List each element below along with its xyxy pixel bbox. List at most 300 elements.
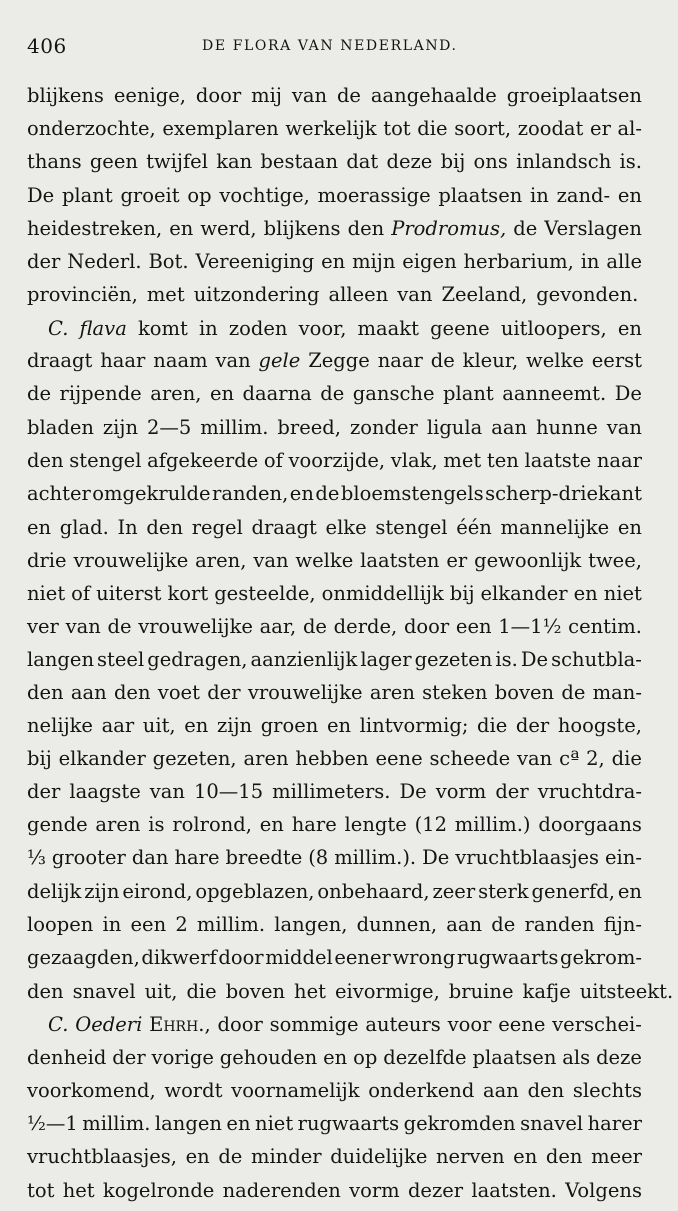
word: elkander [480, 582, 568, 605]
word: voorzijde, [288, 449, 386, 472]
word: aan [446, 913, 483, 936]
word: gezaagden, [27, 946, 140, 969]
word: De [27, 184, 55, 207]
word: van [215, 349, 251, 372]
word: naam [153, 349, 208, 372]
word: steel [97, 648, 145, 671]
word: en [209, 382, 235, 405]
running-title: DE FLORA VAN NEDERLAND. [202, 38, 458, 54]
word: bruine [448, 980, 514, 1003]
text-line [27, 349, 642, 381]
text-line [27, 449, 642, 481]
word: vorm [435, 780, 487, 803]
word: Bot. [148, 250, 189, 273]
word: bestaan [260, 150, 339, 173]
word: niet [27, 582, 66, 605]
word: twee, [588, 549, 642, 572]
word: haar [100, 349, 146, 372]
word: kleur, [462, 349, 519, 372]
word: plant [442, 382, 494, 405]
word: doorgaans [538, 813, 642, 836]
word: millim.) [454, 813, 531, 836]
text-line [27, 117, 642, 149]
word: kogelronde [102, 1179, 215, 1202]
word: eivormige, [334, 980, 440, 1003]
word: Nederl. [67, 250, 142, 273]
word: werkelijk [285, 117, 377, 140]
word: eener [334, 946, 391, 969]
word: vruchtblaasjes, [27, 1145, 177, 1168]
word: hare [174, 846, 220, 869]
word: minder [250, 1145, 322, 1168]
word: dezelfde [383, 1046, 467, 1069]
word: gesteelde, [214, 582, 316, 605]
word: al- [617, 117, 642, 140]
word: der [495, 780, 529, 803]
word: millim. [82, 1112, 151, 1135]
text-line [27, 648, 642, 680]
word: gansche [352, 382, 435, 405]
word: en [617, 880, 642, 903]
word: langen, [274, 913, 348, 936]
word: der [515, 714, 550, 737]
word: generfd, [531, 880, 615, 903]
word: 2 [175, 913, 188, 936]
text-line [27, 184, 642, 216]
word: van [291, 84, 328, 107]
word: en [321, 250, 346, 273]
word: in [580, 250, 600, 273]
word: der [112, 1046, 146, 1069]
word: de [107, 615, 132, 638]
word: aar, [259, 615, 297, 638]
word: ligula [426, 416, 483, 439]
word: der [27, 780, 61, 803]
word: thans [27, 150, 82, 173]
word: eigen [402, 250, 457, 273]
word: vruchtdra- [537, 780, 642, 803]
word: de [218, 1145, 243, 1168]
word: vlak, [390, 449, 438, 472]
word: aren, [195, 549, 247, 572]
word: cª [559, 747, 580, 770]
word: vochtige, [219, 184, 310, 207]
word: moerassige [317, 184, 431, 207]
word: Prodromus, [391, 217, 507, 240]
word: en [617, 184, 642, 207]
word: aan [483, 1079, 519, 1102]
word: herbarium, [463, 250, 574, 273]
word: de [320, 382, 345, 405]
word: of [71, 582, 91, 605]
word: ½—1 [27, 1112, 78, 1135]
word: breedte [225, 846, 303, 869]
text-line [27, 283, 642, 315]
word: grooter [51, 846, 126, 869]
word: vrouwelijke [138, 615, 253, 638]
text-line [48, 317, 642, 349]
word: man- [592, 681, 642, 704]
word: is [148, 813, 165, 836]
word: voornamelijk [231, 1079, 360, 1102]
word: Zeeland, [441, 283, 528, 306]
word: steken [422, 681, 488, 704]
word: naar [377, 349, 423, 372]
word: en [226, 1112, 251, 1135]
word: den [527, 1079, 565, 1102]
text-line [27, 382, 642, 414]
word: scheede [429, 747, 511, 770]
word: geen [89, 150, 138, 173]
word: en [617, 317, 642, 340]
text-line [27, 1112, 642, 1144]
word: gezeten [414, 648, 493, 671]
word: millim.). [334, 846, 417, 869]
text-line [27, 980, 674, 1012]
word: In [117, 516, 138, 539]
word: vrouwelijke [247, 681, 363, 704]
text-line [27, 880, 642, 912]
word: (12 [414, 813, 447, 836]
text-line [27, 913, 642, 945]
word: rugwaarts [297, 1112, 400, 1135]
word: en [27, 516, 52, 539]
word: gende [27, 813, 88, 836]
word: fijn- [603, 913, 642, 936]
word: Zegge [308, 349, 370, 372]
word: dikwerf [141, 946, 217, 969]
word: gezeten, [152, 747, 237, 770]
word: Vereeniging [195, 250, 315, 273]
word: en [617, 516, 642, 539]
word: opgeblazen, [195, 880, 315, 903]
word: aan [70, 681, 107, 704]
word: dat [346, 150, 379, 173]
word: aanzienlijk [250, 648, 358, 671]
word: De [520, 648, 549, 671]
page-header [27, 34, 647, 58]
word: zoodat [517, 117, 584, 140]
word: bij [27, 747, 52, 770]
word: eerst [591, 349, 642, 372]
word: provinciën, [27, 283, 138, 306]
text-line [27, 217, 642, 249]
word: is. [495, 648, 518, 671]
word: stengel [69, 449, 142, 472]
word: bij [440, 150, 466, 173]
word: en [513, 1145, 538, 1168]
word: snavel [520, 1112, 584, 1135]
word: onderkend [368, 1079, 475, 1102]
word: Oederi [75, 1013, 143, 1036]
word: 1—1½ [498, 615, 562, 638]
text-line [27, 549, 642, 581]
text-line [27, 747, 642, 779]
word: der [207, 681, 241, 704]
word: alleen [328, 283, 389, 306]
word: twijfel [146, 150, 208, 173]
word: afgekeerde [147, 449, 259, 472]
word: hare [291, 813, 337, 836]
word: het [294, 980, 326, 1003]
word: slechts [572, 1079, 642, 1102]
word: niet [255, 1112, 294, 1135]
word: rolrond, [172, 813, 252, 836]
word: wordt [164, 1079, 223, 1102]
word: vruchtblaasjes [455, 846, 600, 869]
word: een [455, 615, 492, 638]
word: en [323, 1046, 348, 1069]
word: bloemstengels [340, 482, 484, 505]
word: onmiddellijk [321, 582, 444, 605]
text-line [27, 813, 642, 845]
word: gewoonlijk [474, 549, 582, 572]
word: eene [498, 1013, 546, 1036]
word: tot [383, 117, 411, 140]
word: de [302, 615, 327, 638]
word: eirond, [122, 880, 193, 903]
word: Volgens [565, 1179, 642, 1202]
word: regel [191, 516, 243, 539]
word: randen, [212, 482, 289, 505]
word: C. [48, 1013, 69, 1036]
word: den [27, 449, 64, 472]
word: snavel [72, 980, 136, 1003]
word: in [530, 184, 549, 207]
word: en [573, 582, 598, 605]
word: en [185, 1145, 210, 1168]
word: uitzondering [193, 283, 320, 306]
word: en [289, 482, 314, 505]
word: eenige, [113, 84, 186, 107]
word: 10—15 [193, 780, 264, 803]
word: mij [251, 84, 282, 107]
word: De [422, 846, 450, 869]
word: drie [27, 549, 67, 572]
word: voorkomend, [27, 1079, 156, 1102]
word: zijn [84, 880, 120, 903]
word: aar [101, 714, 135, 737]
word: kort [167, 582, 209, 605]
word: heidestreken, [27, 217, 163, 240]
word: centim. [568, 615, 642, 638]
word: zand- [556, 184, 611, 207]
word: bladen [27, 416, 94, 439]
text-line [27, 1046, 642, 1078]
word: mannelijke [500, 516, 610, 539]
word: flava [79, 317, 127, 340]
word: laatste [524, 449, 592, 472]
word: die [477, 714, 508, 737]
word: ver [27, 615, 59, 638]
word: en [169, 217, 194, 240]
word: is. [619, 150, 642, 173]
text-line [27, 1079, 642, 1111]
word: gedragen, [147, 648, 248, 671]
word: aren [369, 681, 415, 704]
word: elke [325, 516, 367, 539]
word: met [146, 283, 185, 306]
word: lager [360, 648, 412, 671]
word: alle [606, 250, 642, 273]
word: voet [157, 681, 200, 704]
word: kafje [522, 980, 571, 1003]
word: en [259, 813, 284, 836]
word: nerven [436, 1145, 505, 1168]
word: onbehaard, [317, 880, 430, 903]
word: (8 [308, 846, 329, 869]
word: millimeters. [272, 780, 391, 803]
word: uitsteekt. [579, 980, 674, 1003]
word: het [62, 1179, 95, 1202]
word: gekrom- [559, 946, 642, 969]
word: langen [154, 1112, 222, 1135]
word: 2, [586, 747, 605, 770]
text-line [27, 846, 642, 878]
word: millim. [196, 913, 266, 936]
word: ons [473, 150, 508, 173]
text-line [27, 516, 642, 548]
word: den [146, 516, 184, 539]
word: voor [447, 1013, 492, 1036]
word: onderzochte, [27, 117, 156, 140]
word: als [562, 1046, 591, 1069]
word: geene [430, 317, 490, 340]
word: door [217, 1013, 263, 1036]
word: hunne [535, 416, 598, 439]
word: of [263, 449, 283, 472]
text-line [48, 1013, 642, 1045]
word: daarna [242, 382, 312, 405]
word: De [614, 382, 642, 405]
word: zijn [216, 714, 253, 737]
word: plant [61, 184, 113, 207]
text-line [27, 1145, 642, 1177]
word: rugwaarts [456, 946, 559, 969]
word: draagt [27, 349, 93, 372]
text-line [27, 1179, 642, 1211]
word: aanneemt. [502, 382, 607, 405]
word: laatsten. [471, 1179, 557, 1202]
text-line [27, 615, 642, 647]
word: zijn [102, 416, 139, 439]
word: van [606, 416, 642, 439]
word: van [517, 747, 553, 770]
word: soort, [454, 117, 512, 140]
word: rijpende [59, 382, 142, 405]
word: lengte [344, 813, 407, 836]
page-number: 406 [27, 34, 67, 58]
word: gevonden. [536, 283, 639, 306]
word: vorige [151, 1046, 214, 1069]
word: hoogste, [557, 714, 642, 737]
word: C. [48, 317, 69, 340]
word: de [336, 84, 361, 107]
word: niet [603, 582, 642, 605]
word: aren [243, 747, 289, 770]
word: bij [449, 582, 475, 605]
word: deze [596, 1046, 642, 1069]
word: schutbla- [551, 648, 642, 671]
word: die [186, 980, 217, 1003]
word: zoden [228, 317, 288, 340]
word: laagste [69, 780, 141, 803]
word: harer [587, 1112, 642, 1135]
word: door [218, 946, 264, 969]
word: met [443, 449, 482, 472]
word: blijkens [263, 217, 341, 240]
word: duidelijke [330, 1145, 428, 1168]
word: den [27, 980, 64, 1003]
text-line [27, 416, 642, 448]
word: ⅓ [27, 846, 46, 869]
word: gele [258, 349, 301, 372]
word: boven [494, 681, 555, 704]
word: auteurs [365, 1013, 441, 1036]
word: gekromden [403, 1112, 516, 1135]
word: zonder [349, 416, 418, 439]
word: millim. [200, 416, 269, 439]
word: de [491, 913, 516, 936]
word: er [446, 549, 468, 572]
word: uit, [142, 714, 176, 737]
word: elkander [58, 747, 146, 770]
word: welke [526, 349, 584, 372]
word: op [187, 184, 212, 207]
word: groeit [120, 184, 180, 207]
word: omgekrulde [92, 482, 211, 505]
word: scherp-driekant [485, 482, 642, 505]
word: aren [95, 813, 141, 836]
word: stengel [375, 516, 448, 539]
word: en [184, 714, 209, 737]
word: delijk [27, 880, 82, 903]
text-line [27, 582, 642, 614]
word: van [253, 549, 289, 572]
word: den [545, 1145, 583, 1168]
word: verschei- [552, 1013, 642, 1036]
text-line [27, 946, 642, 978]
word: De [399, 780, 427, 803]
word: nelijke [27, 714, 93, 737]
word: plaatsen [438, 184, 523, 207]
word: op [353, 1046, 378, 1069]
word: van [65, 615, 101, 638]
word: hebben [295, 747, 369, 770]
word: inlandsch [516, 150, 612, 173]
word: van [149, 780, 185, 803]
word: exemplaren [162, 117, 279, 140]
text-line [27, 482, 642, 514]
word: naar [596, 449, 642, 472]
word: denheid [27, 1046, 107, 1069]
word: een [130, 913, 167, 936]
word: vorm [349, 1179, 400, 1202]
word: gehouden [219, 1046, 318, 1069]
word: sterk [478, 880, 529, 903]
word: uiterst [96, 582, 162, 605]
word: dan [131, 846, 169, 869]
word: aren, [150, 382, 202, 405]
word: in [198, 317, 218, 340]
word: groeiplaatsen [506, 84, 642, 107]
word: derde, [333, 615, 398, 638]
word: deze [386, 150, 433, 173]
text-line [27, 150, 642, 182]
word: de [561, 681, 586, 704]
word: de [513, 217, 538, 240]
word: eene [375, 747, 423, 770]
